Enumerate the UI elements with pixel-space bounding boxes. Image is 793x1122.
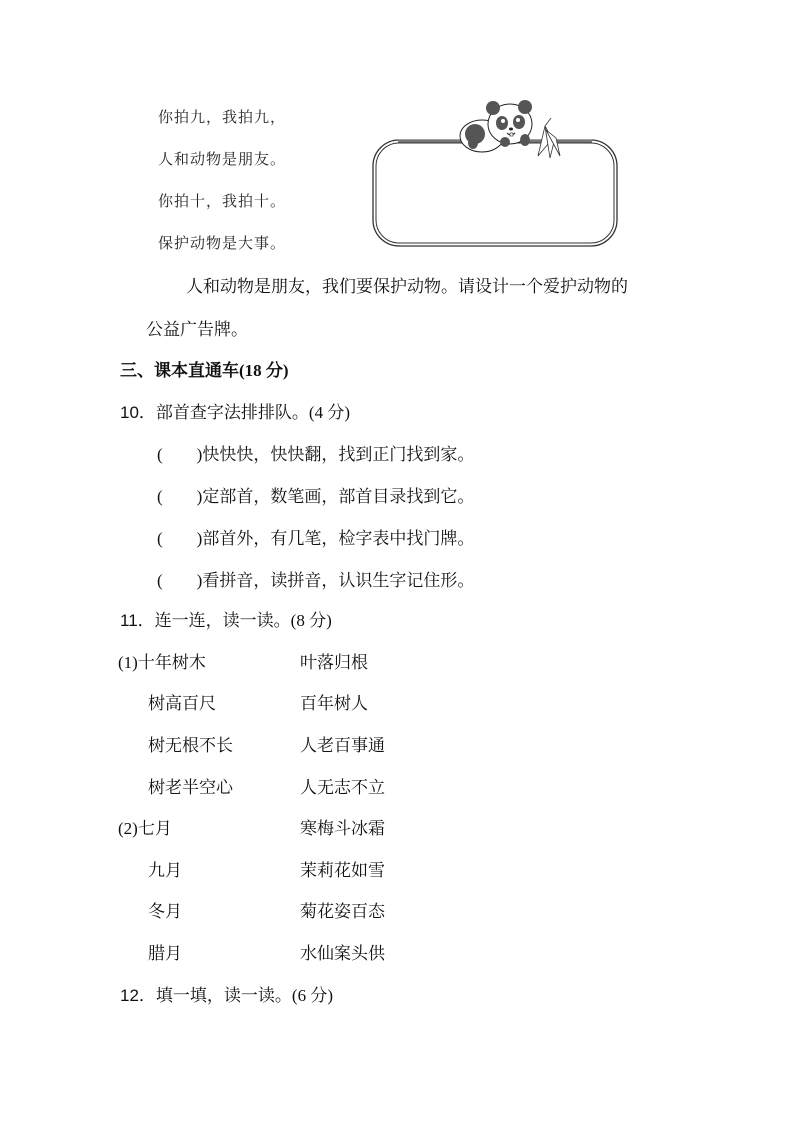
question-number: 10．: [120, 403, 156, 422]
q10-item-3: [157, 524, 474, 549]
match-right-1-4[interactable]: 人无志不立: [300, 778, 385, 798]
poem-line-3: 你拍十，我拍十。: [158, 192, 287, 210]
match-right-1-1[interactable]: 叶落归根: [300, 653, 368, 673]
match-left-1-1[interactable]: [118, 648, 206, 673]
q10-item-1: [157, 440, 474, 465]
question-score: (4 分): [308, 403, 350, 422]
question-score: (6 分): [291, 986, 333, 1005]
item-text: 定部首，数笔画，部首目录找到它。: [202, 487, 475, 507]
question-10-heading: [120, 398, 350, 423]
item-text: 部首外，有几笔，检字表中找门牌。: [202, 529, 475, 549]
task-instruction-line-1: 人和动物是朋友，我们要保护动物。请设计一个爱护动物的: [186, 277, 628, 297]
item-text: 快快快，快快翻，找到正门找到家。: [202, 445, 475, 465]
match-right-2-2[interactable]: 茉莉花如雪: [300, 861, 385, 881]
task-instruction-line-2: 公益广告牌。: [146, 320, 248, 340]
answer-blank[interactable]: ( ): [157, 487, 203, 506]
group-label: (2): [118, 819, 138, 838]
match-right-2-1[interactable]: 寒梅斗冰霜: [300, 819, 385, 839]
section-heading: [120, 356, 289, 381]
answer-blank[interactable]: ( ): [157, 445, 203, 464]
answer-blank[interactable]: ( ): [157, 571, 203, 590]
panda-sign-board-icon: [370, 96, 620, 251]
question-12-heading: [120, 981, 333, 1006]
question-11-heading: [120, 606, 332, 631]
group-label: (1): [118, 653, 138, 672]
question-title: 填一填，读一读。: [155, 986, 292, 1006]
match-right-1-2[interactable]: 百年树人: [300, 694, 368, 714]
match-right-2-3[interactable]: 菊花姿百态: [300, 902, 385, 922]
poem-line-2: 人和动物是朋友。: [158, 150, 287, 168]
section-score: (18 分): [239, 361, 289, 380]
item-text: 看拼音，读拼音，认识生字记住形。: [202, 571, 475, 591]
poem-line-4: 保护动物是大事。: [158, 234, 287, 252]
match-left-2-1[interactable]: [118, 814, 172, 839]
panda-sign-illustration: [370, 96, 620, 251]
match-left-1-3[interactable]: 树无根不长: [148, 736, 233, 756]
question-title: 连一连，读一读。: [154, 611, 291, 631]
match-left-2-4[interactable]: 腊月: [148, 944, 182, 964]
question-number: 12．: [120, 986, 156, 1005]
poem-line-1: 你拍九，我拍九，: [158, 108, 287, 126]
answer-blank[interactable]: ( ): [157, 529, 203, 548]
match-term: 七月: [137, 819, 172, 839]
q10-item-2: [157, 482, 474, 507]
match-right-1-3[interactable]: 人老百事通: [300, 736, 385, 756]
match-left-1-4[interactable]: 树老半空心: [148, 778, 233, 798]
match-left-1-2[interactable]: 树高百尺: [148, 694, 216, 714]
question-number: 11．: [120, 611, 155, 630]
match-left-2-2[interactable]: 九月: [148, 861, 182, 881]
match-right-2-4[interactable]: 水仙案头供: [300, 944, 385, 964]
section-title: 三、课本直通车: [120, 361, 239, 381]
match-left-2-3[interactable]: 冬月: [148, 902, 182, 922]
question-title: 部首查字法排排队。: [155, 403, 309, 423]
match-term: 十年树木: [137, 653, 206, 673]
q10-item-4: [157, 566, 474, 591]
question-score: (8 分): [290, 611, 332, 630]
